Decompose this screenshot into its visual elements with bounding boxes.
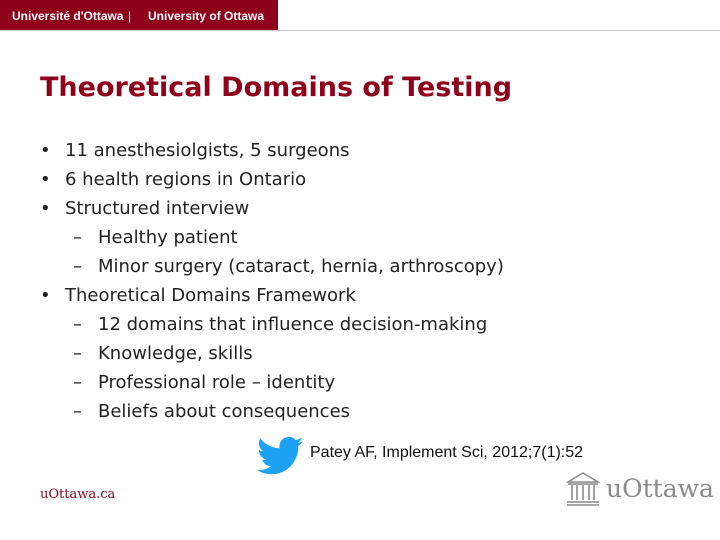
twitter-bird-icon[interactable] [257,436,303,476]
sub-bullet-marker: – [73,343,82,364]
sub-bullet-marker: – [73,227,82,248]
sub-bullet-marker: – [73,372,82,393]
citation-text: Patey AF, Implement Sci, 2012;7(1):52 [310,444,584,461]
sub-bullet-item [0,339,504,368]
sub-bullet-marker: – [73,401,82,422]
sub-bullet-text: Professional role – identity [98,372,336,393]
brand-separator: | [128,9,132,23]
brand-english: University of Ottawa [148,9,265,23]
bullet-text: Structured interview [65,198,250,219]
building-icon [566,470,600,506]
sub-bullet-text: Healthy patient [98,227,238,248]
footer-url[interactable]: uOttawa.ca [40,487,116,502]
bullet-text: Theoretical Domains Framework [65,285,356,306]
slide-title: Theoretical Domains of Testing [40,72,513,103]
bullet-marker: • [40,285,51,306]
bullet-marker: • [40,198,51,219]
sub-bullet-text: Knowledge, skills [98,343,253,364]
sub-bullet-item [0,368,504,397]
bullet-marker: • [40,169,51,190]
sub-bullet-item [0,223,504,252]
bullet-item [0,281,504,310]
sub-bullet-text: Beliefs about consequences [98,401,351,422]
sub-bullet-text: 12 domains that influence decision-making [98,314,488,335]
uottawa-logo-text: uOttawa [606,474,714,503]
university-header-bar [0,0,278,30]
header-divider [0,30,720,31]
sub-bullet-item [0,310,504,339]
bullet-marker: • [40,140,51,161]
sub-bullet-item [0,252,504,281]
bullet-list [0,136,504,426]
brand-french: Université d'Ottawa [12,9,124,23]
sub-bullet-item [0,397,504,426]
bullet-text: 11 anesthesiolgists, 5 surgeons [65,140,350,161]
sub-bullet-marker: – [73,256,82,277]
bullet-item [0,194,504,223]
bullet-item [0,165,504,194]
bullet-item [0,136,504,165]
sub-bullet-marker: – [73,314,82,335]
sub-bullet-text: Minor surgery (cataract, hernia, arthroscopy) [98,256,504,277]
bullet-text: 6 health regions in Ontario [65,169,307,190]
